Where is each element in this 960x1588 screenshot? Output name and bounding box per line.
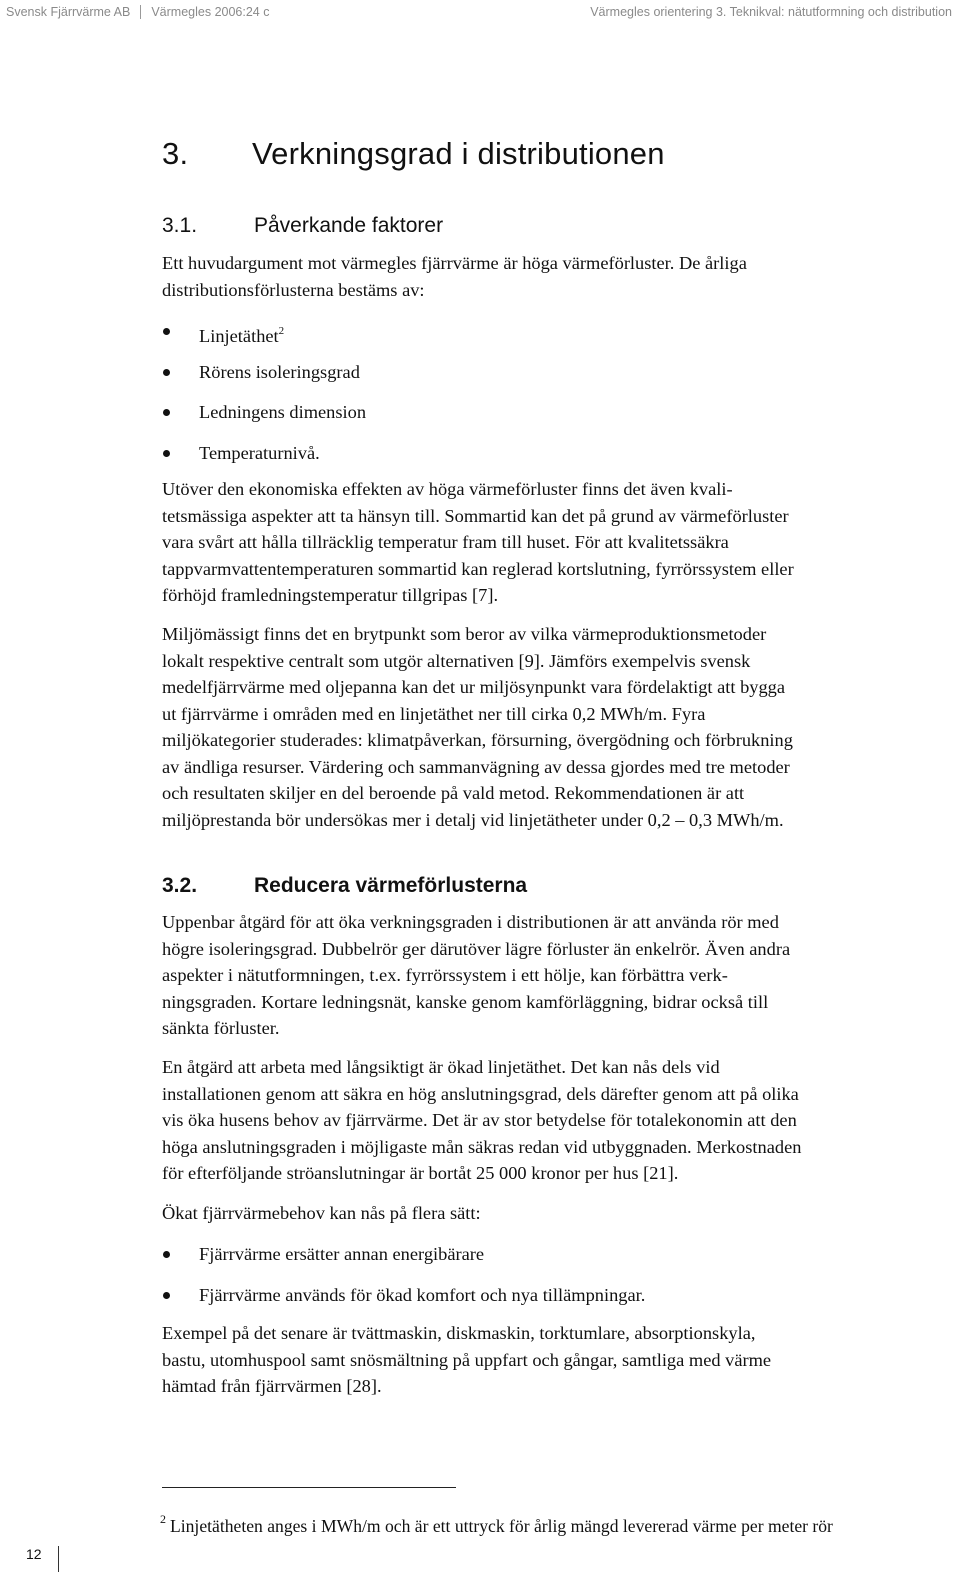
text-line: Miljömässigt finns det en brytpunkt som beror av vilka värmeproduktionsmetoder xyxy=(162,624,767,644)
text-line: vara svårt att hålla tillräcklig temperatur fram till huset. För att kvalitetssäkra xyxy=(162,532,729,552)
factors-list xyxy=(162,318,366,480)
text-line: tetsmässiga aspekter att ta hänsyn till. Sommartid kan det på grund av värmeförluster xyxy=(162,505,789,526)
section-heading-text: Påverkande faktorer xyxy=(254,214,444,237)
header-section: Värmegles orientering 3. Teknikval: nätutformning och distribution xyxy=(590,5,952,19)
text-line: ningsgraden. Kortare ledningsnät, kanske genom kamförläggning, bidrar också till xyxy=(162,991,769,1012)
section-number: 3.2. xyxy=(162,874,198,897)
text-line: distributionsförlusterna bestäms av: xyxy=(162,279,425,300)
text-line: medelfjärrvärme med oljepanna kan det ur miljösynpunkt vara fördelaktigt att bygga xyxy=(162,677,786,697)
text-line: hämtad från fjärrvärmen [28]. xyxy=(162,1376,382,1396)
text-line: höga anslutningsgraden i möjligaste mån säkras redan vid utbyggnaden. Merkostnaden xyxy=(162,1136,802,1157)
list-item xyxy=(162,1241,645,1282)
list-item xyxy=(162,399,366,440)
list-item xyxy=(162,1282,645,1323)
footnote-text: Linjetätheten anges i MWh/m och är ett uttryck för årlig mängd levererad värme per meter rör xyxy=(170,1516,833,1536)
list-item xyxy=(162,440,366,481)
chapter-number: 3. xyxy=(162,136,189,171)
text-line: sänkta förluster. xyxy=(162,1018,280,1038)
paragraph-quality xyxy=(162,476,952,609)
footnote-ref[interactable]: 2 xyxy=(278,325,285,337)
running-header xyxy=(0,0,960,24)
section-heading-3-1 xyxy=(162,214,443,238)
page-number-divider xyxy=(58,1546,59,1572)
paragraph-examples xyxy=(162,1320,952,1400)
text-line: vis öka husens behov av fjärrvärme. Det är av stor betydelse för totalekonomin att den xyxy=(162,1110,797,1130)
paragraph-insulation xyxy=(162,909,952,1042)
chapter-title-text: Verkningsgrad i distributionen xyxy=(252,136,665,171)
text-line: En åtgärd att arbeta med långsiktigt är ökad linjetäthet. Det kan nås dels vid xyxy=(162,1057,720,1077)
section-heading-3-2 xyxy=(162,874,527,898)
header-left xyxy=(6,5,269,19)
list-item-text: Linjetäthet xyxy=(199,326,279,346)
paragraph-environment xyxy=(162,621,952,833)
paragraph-intro xyxy=(162,250,952,303)
text-line: aspekter i nätutformningen, t.ex. fyrrörssystem i ett hölje, kan förbättra verk- xyxy=(162,965,728,985)
text-line: och resultaten skiljer en del beroende på vald metod. Rekommendationen är att xyxy=(162,783,745,803)
text-line: förhöjd framledningstemperatur tillgripas [7]. xyxy=(162,585,499,605)
text-line: bastu, utomhuspool samt snösmältning på uppfart och gångar, samtliga med värme xyxy=(162,1349,772,1370)
footnote-mark: 2 xyxy=(160,1512,166,1526)
text-line: Utöver den ekonomiska effekten av höga värmeförluster finns det även kvali- xyxy=(162,479,733,499)
footnote xyxy=(160,1512,833,1537)
text-line: av ändliga resurser. Värdering och sammanvägning av dessa gjordes med tre metoder xyxy=(162,756,790,777)
list-item-text: Ledningens dimension xyxy=(199,402,367,422)
paragraph-demand xyxy=(162,1200,952,1227)
section-number: 3.1. xyxy=(162,214,198,237)
text-line: miljökategorier studerades: klimatpåverkan, försurning, övergödning och förbrukning xyxy=(162,730,793,750)
text-line: för efterföljande ströanslutningar är bortåt 25 000 kronor per hus [21]. xyxy=(162,1163,679,1183)
header-divider xyxy=(140,5,141,19)
list-item-text: Fjärrvärme ersätter annan energibärare xyxy=(199,1244,485,1264)
demand-list xyxy=(162,1241,645,1322)
text-line: lokalt respektive centralt som utgör alternativen [9]. Jämförs exempelvis svensk xyxy=(162,650,751,671)
text-line: Uppenbar åtgärd för att öka verkningsgraden i distributionen är att använda rör med xyxy=(162,912,779,932)
list-item-text: Rörens isoleringsgrad xyxy=(199,361,360,382)
text-line: Ökat fjärrvärmebehov kan nås på flera sätt: xyxy=(162,1203,481,1223)
list-item xyxy=(162,318,366,359)
header-report: Värmegles 2006:24 c xyxy=(151,5,270,19)
footnote-divider xyxy=(162,1487,456,1488)
text-line: tappvarmvattentemperaturen sommartid kan reglerad kortslutning, fyrrörssystem eller xyxy=(162,558,794,579)
text-line: högre isoleringsgrad. Dubbelrör ger därutöver lägre förluster än enkelrör. Även andra xyxy=(162,938,791,959)
text-line: miljöprestanda bör undersökas mer i detalj vid linjetätheter under 0,2 – 0,3 MWh/m. xyxy=(162,809,784,830)
text-line: ut fjärrvärme i områden med en linjetäthet ner till cirka 0,2 MWh/m. Fyra xyxy=(162,703,706,724)
text-line: Exempel på det senare är tvättmaskin, diskmaskin, torktumlare, absorptionskyla, xyxy=(162,1323,756,1343)
paragraph-line-density xyxy=(162,1054,952,1187)
list-item-text: Fjärrvärme används för ökad komfort och nya tillämpningar. xyxy=(199,1284,646,1305)
page-number: 12 xyxy=(26,1546,42,1562)
section-heading-text: Reducera värmeförlusterna xyxy=(254,874,528,897)
chapter-title xyxy=(162,136,665,172)
text-line: installationen genom att säkra en hög anslutningsgrad, dels därefter genom att på olika xyxy=(162,1083,799,1104)
list-item xyxy=(162,359,366,400)
text-line: Ett huvudargument mot värmegles fjärrvärme är höga värmeförluster. De årliga xyxy=(162,253,747,273)
header-org: Svensk Fjärrvärme AB xyxy=(6,5,131,19)
list-item-text: Temperaturnivå. xyxy=(199,442,320,463)
